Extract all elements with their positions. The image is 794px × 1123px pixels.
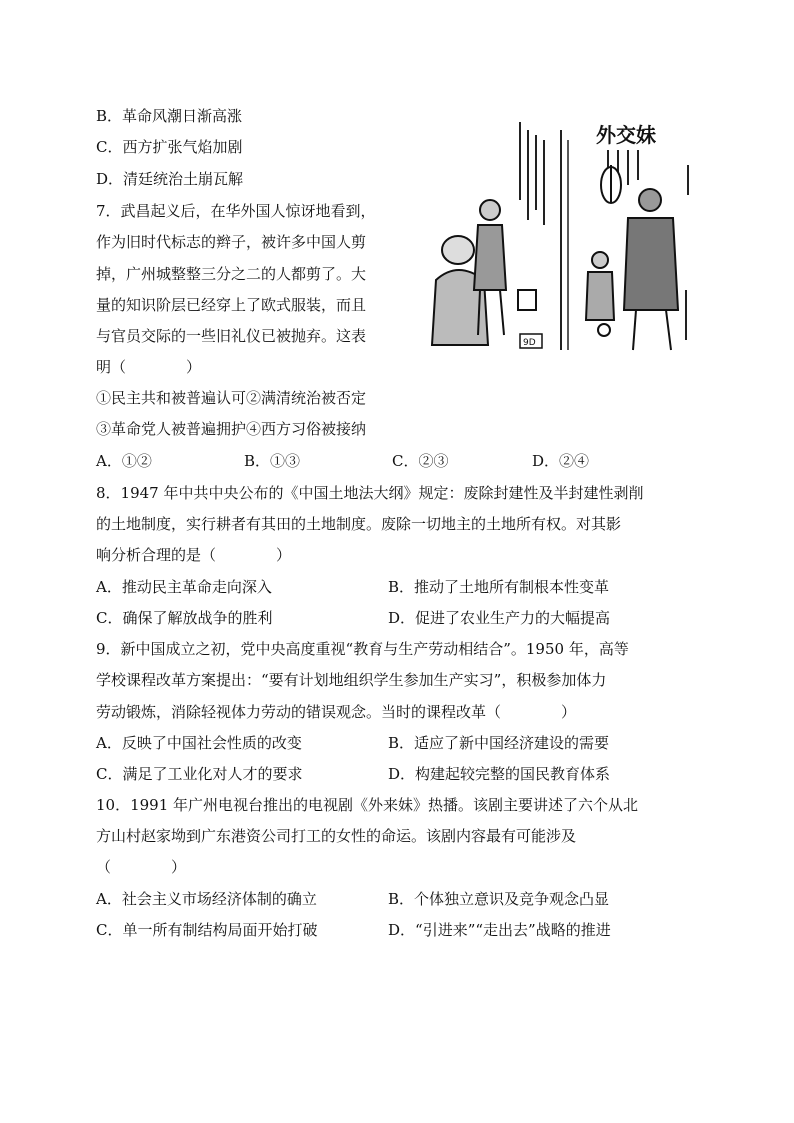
q7-item-line-2: ③革命党人被普遍拥护④西方习俗被接纳 [96,420,367,438]
q9-option-b: B．适应了新中国经济建设的需要 [388,734,610,752]
q7-stem-line-6: 明（ ） [96,358,202,376]
q7-stem-line-5: 与官员交际的一些旧礼仪已被抛弃。这表 [96,327,367,345]
cartoon-figures-left [432,200,536,345]
q6-option-b: B．革命风潮日渐高涨 [96,107,243,125]
q7-stem-line-3: 掉，广州城整整三分之二的人都剪了。大 [96,265,367,283]
q10-option-a: A．社会主义市场经济体制的确立 [96,890,317,908]
q10-stem-line-3: （ ） [96,858,187,876]
q7-stem-line-1: 7．武昌起义后，在华外国人惊讶地看到， [96,202,376,220]
q8-option-d: D．促进了农业生产力的大幅提高 [388,609,611,627]
q7-option-d: D．②④ [532,452,590,470]
q9-option-a: A．反映了中国社会性质的改变 [96,734,302,752]
cartoon-figures-right [586,165,678,350]
q7-cartoon-illustration [428,110,696,360]
q7-option-c: C．②③ [392,452,449,470]
q8-option-b: B．推动了土地所有制根本性变革 [388,578,610,596]
q7-item-line-1: ①民主共和被普遍认可②满清统治被否定 [96,389,367,407]
q8-option-c: C．确保了解放战争的胜利 [96,609,273,627]
cartoon-svg [428,110,696,360]
q7-stem-line-4: 量的知识阶层已经穿上了欧式服装，而且 [96,296,367,314]
q10-option-c: C．单一所有制结构局面开始打破 [96,921,318,939]
q9-stem-line-3: 劳动锻炼，消除轻视体力劳动的错误观念。当时的课程改革（ ） [96,703,577,721]
q6-option-d: D．清廷统治土崩瓦解 [96,170,244,188]
q9-stem-line-2: 学校课程改革方案提出：“要有计划地组织学生参加生产实习”，积极参加体力 [96,671,607,689]
q8-option-a: A．推动民主革命走向深入 [96,578,272,596]
q6-option-c: C．西方扩张气焰加剧 [96,138,243,156]
q8-stem-line-1: 8．1947 年中共中央公布的《中国土地法大纲》规定：废除封建性及半封建性剥削 [96,484,644,502]
q10-stem-line-1: 10．1991 年广州电视台推出的电视剧《外来妹》热播。该剧主要讲述了六个从北 [96,796,639,814]
q10-option-b: B．个体独立意识及竞争观念凸显 [388,890,610,908]
cartoon-stamp-text: 9D [523,338,536,348]
q10-option-d: D．“引进来”“走出去”战略的推进 [388,921,611,939]
q8-stem-line-2: 的土地制度，实行耕者有其田的土地制度。废除一切地主的土地所有权。对其影 [96,515,622,533]
q9-option-c: C．满足了工业化对人才的要求 [96,765,303,783]
q10-stem-line-2: 方山村赵家坳到广东港资公司打工的女性的命运。该剧内容最有可能涉及 [96,827,577,845]
calligraphy-left [520,122,544,225]
q8-stem-line-3: 响分析合理的是（ ） [96,546,292,564]
q7-stem-line-2: 作为旧时代标志的辫子，被许多中国人剪 [96,233,367,251]
cartoon-title-glyphs: 外交妹 [596,123,656,147]
q7-option-b: B．①③ [244,452,301,470]
q7-option-a: A．①② [96,452,152,470]
q9-stem-line-1: 9．新中国成立之初，党中央高度重视“教育与生产劳动相结合”。1950 年，高等 [96,640,629,658]
q9-option-d: D．构建起较完整的国民教育体系 [388,765,611,783]
